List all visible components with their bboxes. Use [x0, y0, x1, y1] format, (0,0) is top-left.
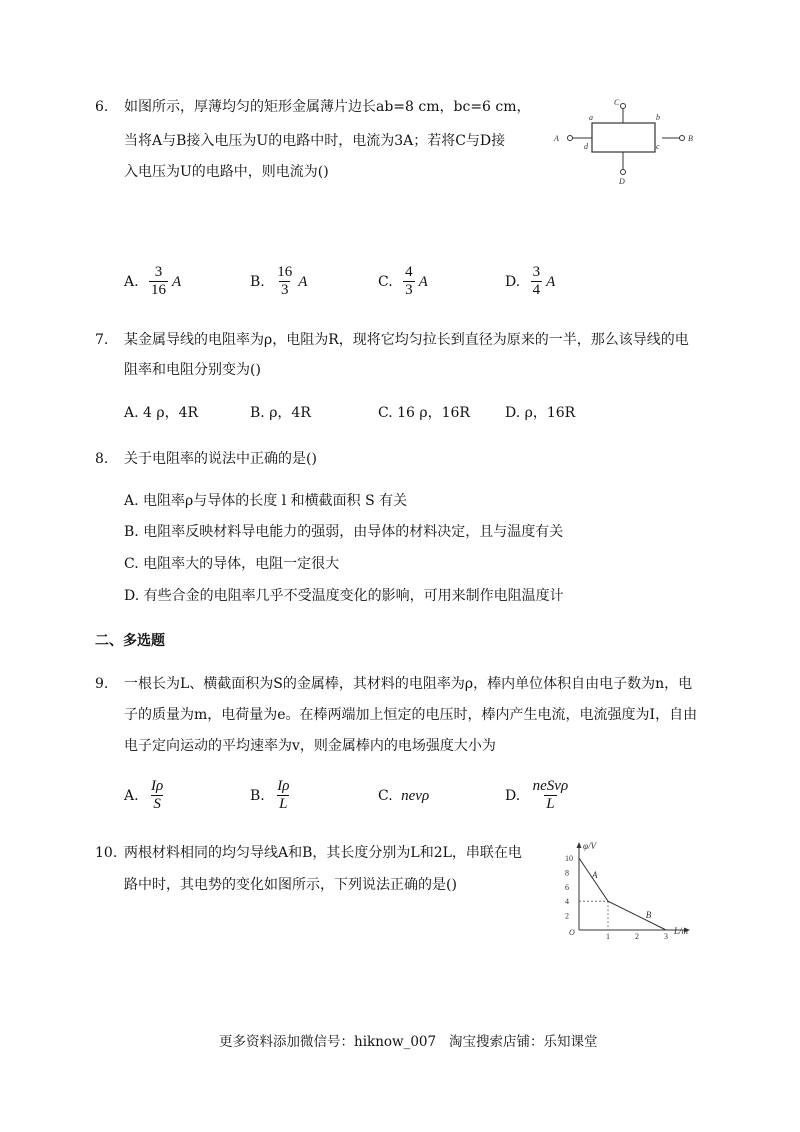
y-tick-labels — [565, 854, 573, 921]
numerator: 3 — [532, 264, 541, 280]
option-text: ρ，4R — [269, 405, 311, 421]
y-axis-label: φ/V — [583, 841, 596, 851]
option-letter: B. — [124, 524, 139, 540]
q6-plate-figure — [552, 96, 702, 186]
y-tick-label: 10 — [565, 854, 573, 863]
fraction — [275, 778, 291, 813]
q6-fig-label-B: B — [688, 134, 693, 143]
q7-option-a[interactable] — [124, 403, 198, 423]
option-letter: C. — [378, 405, 393, 421]
q9-option-a[interactable] — [124, 778, 167, 813]
q8-option-d[interactable] — [124, 586, 564, 606]
option-text: 有些合金的电阻率几乎不受温度变化的影响，可用来制作电阻温度计 — [143, 588, 564, 604]
option-letter: B. — [250, 273, 265, 290]
fraction — [403, 264, 415, 299]
q6-option-c[interactable] — [378, 264, 428, 299]
q6-option-a[interactable] — [124, 264, 181, 299]
option-text: 电阻率ρ与导体的长度 l 和横截面积 S 有关 — [143, 493, 408, 509]
q9-number: 9. — [95, 676, 109, 692]
q6-option-d[interactable] — [505, 264, 555, 299]
fraction — [531, 778, 571, 813]
q7-stem-line2: 阻率和电阻分别变为() — [124, 362, 261, 378]
y-axis-arrow — [577, 842, 582, 848]
q8-option-b[interactable] — [124, 522, 563, 542]
y-tick-label: 2 — [565, 911, 569, 921]
q9-option-d[interactable] — [505, 778, 572, 813]
x-axis-label: L/m — [674, 926, 689, 936]
denominator: 3 — [405, 282, 413, 298]
option-letter: B. — [250, 787, 265, 804]
option-letter: C. — [124, 556, 139, 572]
q10-stem-line1: 两根材料相同的均匀导线A和B，其长度分别为L和2L，串联在电 — [124, 845, 522, 861]
denominator: S — [153, 796, 161, 812]
option-text: nevρ — [401, 788, 430, 804]
q6-fig-label-D: D — [619, 177, 625, 186]
option-text: 4 ρ，4R — [143, 405, 199, 421]
q6-fig-label-c-top: C — [614, 98, 620, 107]
q7-stem-line1: 某金属导线的电阻率为ρ，电阻为R，现将它均匀拉长到直径为原来的一半，那么该导线的电 — [124, 332, 689, 348]
unit: A — [418, 273, 428, 290]
segment-label-a: A — [592, 870, 598, 881]
option-letter: D. — [505, 273, 521, 290]
option-letter: D. — [505, 787, 521, 804]
page-footer: 更多资料添加微信号：hiknow_007 淘宝搜索店铺：乐知课堂 — [219, 1034, 598, 1050]
q6-stem-line3: 入电压为U的电路中，则电流为() — [124, 164, 329, 180]
option-text: ρ，16R — [524, 405, 576, 421]
option-text: 电阻率反映材料导电能力的强弱，由导体的材料决定，且与温度有关 — [143, 524, 564, 540]
denominator: L — [279, 796, 288, 812]
numerator: neSvρ — [532, 778, 569, 794]
q8-option-c[interactable] — [124, 554, 339, 574]
q6-fig-label-d: d — [584, 142, 588, 151]
origin-label: O — [569, 928, 575, 937]
unit: A — [298, 273, 308, 290]
q6-fig-label-A: A — [554, 134, 559, 143]
x-tick-label: 1 — [606, 932, 610, 940]
numerator: 4 — [405, 264, 413, 280]
q8-option-a[interactable] — [124, 491, 407, 511]
option-text: 16 ρ，16R — [397, 405, 470, 421]
section-title: 二、多选题 — [95, 633, 165, 649]
fraction — [531, 264, 543, 299]
q8-stem-line1: 关于电阻率的说法中正确的是() — [124, 451, 317, 467]
fraction — [149, 778, 165, 813]
option-letter: A. — [124, 273, 139, 290]
option-letter: A. — [124, 493, 139, 509]
option-letter: C. — [378, 273, 393, 290]
q6-option-b[interactable] — [250, 264, 307, 299]
q9-stem-line2: 子的质量为m，电荷量为e。在棒两端加上恒定的电压时，棒内产生电流，电流强度为I，自由 — [124, 707, 698, 723]
unit: A — [546, 273, 556, 290]
unit: A — [172, 273, 182, 290]
q10-potential-graph — [560, 840, 710, 940]
q9-option-c[interactable] — [378, 788, 429, 805]
q6-fig-label-a: a — [589, 113, 593, 122]
q6-fig-label-b: b — [656, 113, 660, 122]
q9-stem-line3: 电子定向运动的平均速率为v，则金属棒内的电场强度大小为 — [124, 738, 496, 754]
y-tick-label: 6 — [565, 882, 569, 892]
q7-option-c[interactable] — [378, 403, 470, 423]
option-letter: A. — [124, 405, 139, 421]
option-letter: A. — [124, 787, 139, 804]
fraction — [275, 264, 294, 299]
option-letter: C. — [378, 788, 393, 804]
option-text: 电阻率大的导体，电阻一定很大 — [143, 556, 340, 572]
denominator: 16 — [151, 282, 167, 298]
x-tick-labels — [606, 932, 668, 940]
option-letter: B. — [250, 405, 265, 421]
q7-option-d[interactable] — [505, 403, 575, 423]
numerator: Iρ — [277, 778, 290, 794]
numerator: 16 — [277, 264, 293, 280]
numerator: Iρ — [151, 778, 164, 794]
x-tick-label: 2 — [635, 932, 639, 940]
fraction — [149, 264, 168, 299]
q9-stem-line1: 一根长为L、横截面积为S的金属棒，其材料的电阻率为ρ，棒内单位体积自由电子数为n，电 — [124, 676, 693, 692]
numerator: 3 — [154, 264, 163, 280]
denominator: 4 — [532, 282, 541, 298]
y-tick-label: 8 — [565, 868, 569, 878]
q6-stem-line1: 如图所示，厚薄均匀的矩形金属薄片边长ab=8 cm，bc=6 cm， — [124, 99, 531, 115]
q10-stem-line2: 路中时，其电势的变化如图所示，下列说法正确的是() — [124, 877, 457, 893]
denominator: L — [546, 796, 555, 812]
option-letter: D. — [124, 588, 140, 604]
x-tick-label: 3 — [664, 932, 668, 940]
y-tick-label: 4 — [565, 897, 569, 907]
q10-number: 10. — [95, 845, 118, 861]
segment-label-b: B — [645, 909, 652, 920]
q9-option-b[interactable] — [250, 778, 293, 813]
q7-option-b[interactable] — [250, 403, 311, 423]
q8-number: 8. — [95, 451, 109, 467]
q6-stem-line2: 当将A与B接入电压为U的电路中时，电流为3A；若将C与D接 — [124, 133, 506, 149]
q6-number: 6. — [95, 99, 109, 115]
q6-fig-label-c: c — [656, 142, 660, 151]
potential-line — [579, 858, 666, 930]
denominator: 3 — [280, 282, 289, 298]
option-letter: D. — [505, 405, 521, 421]
q7-number: 7. — [95, 332, 109, 348]
